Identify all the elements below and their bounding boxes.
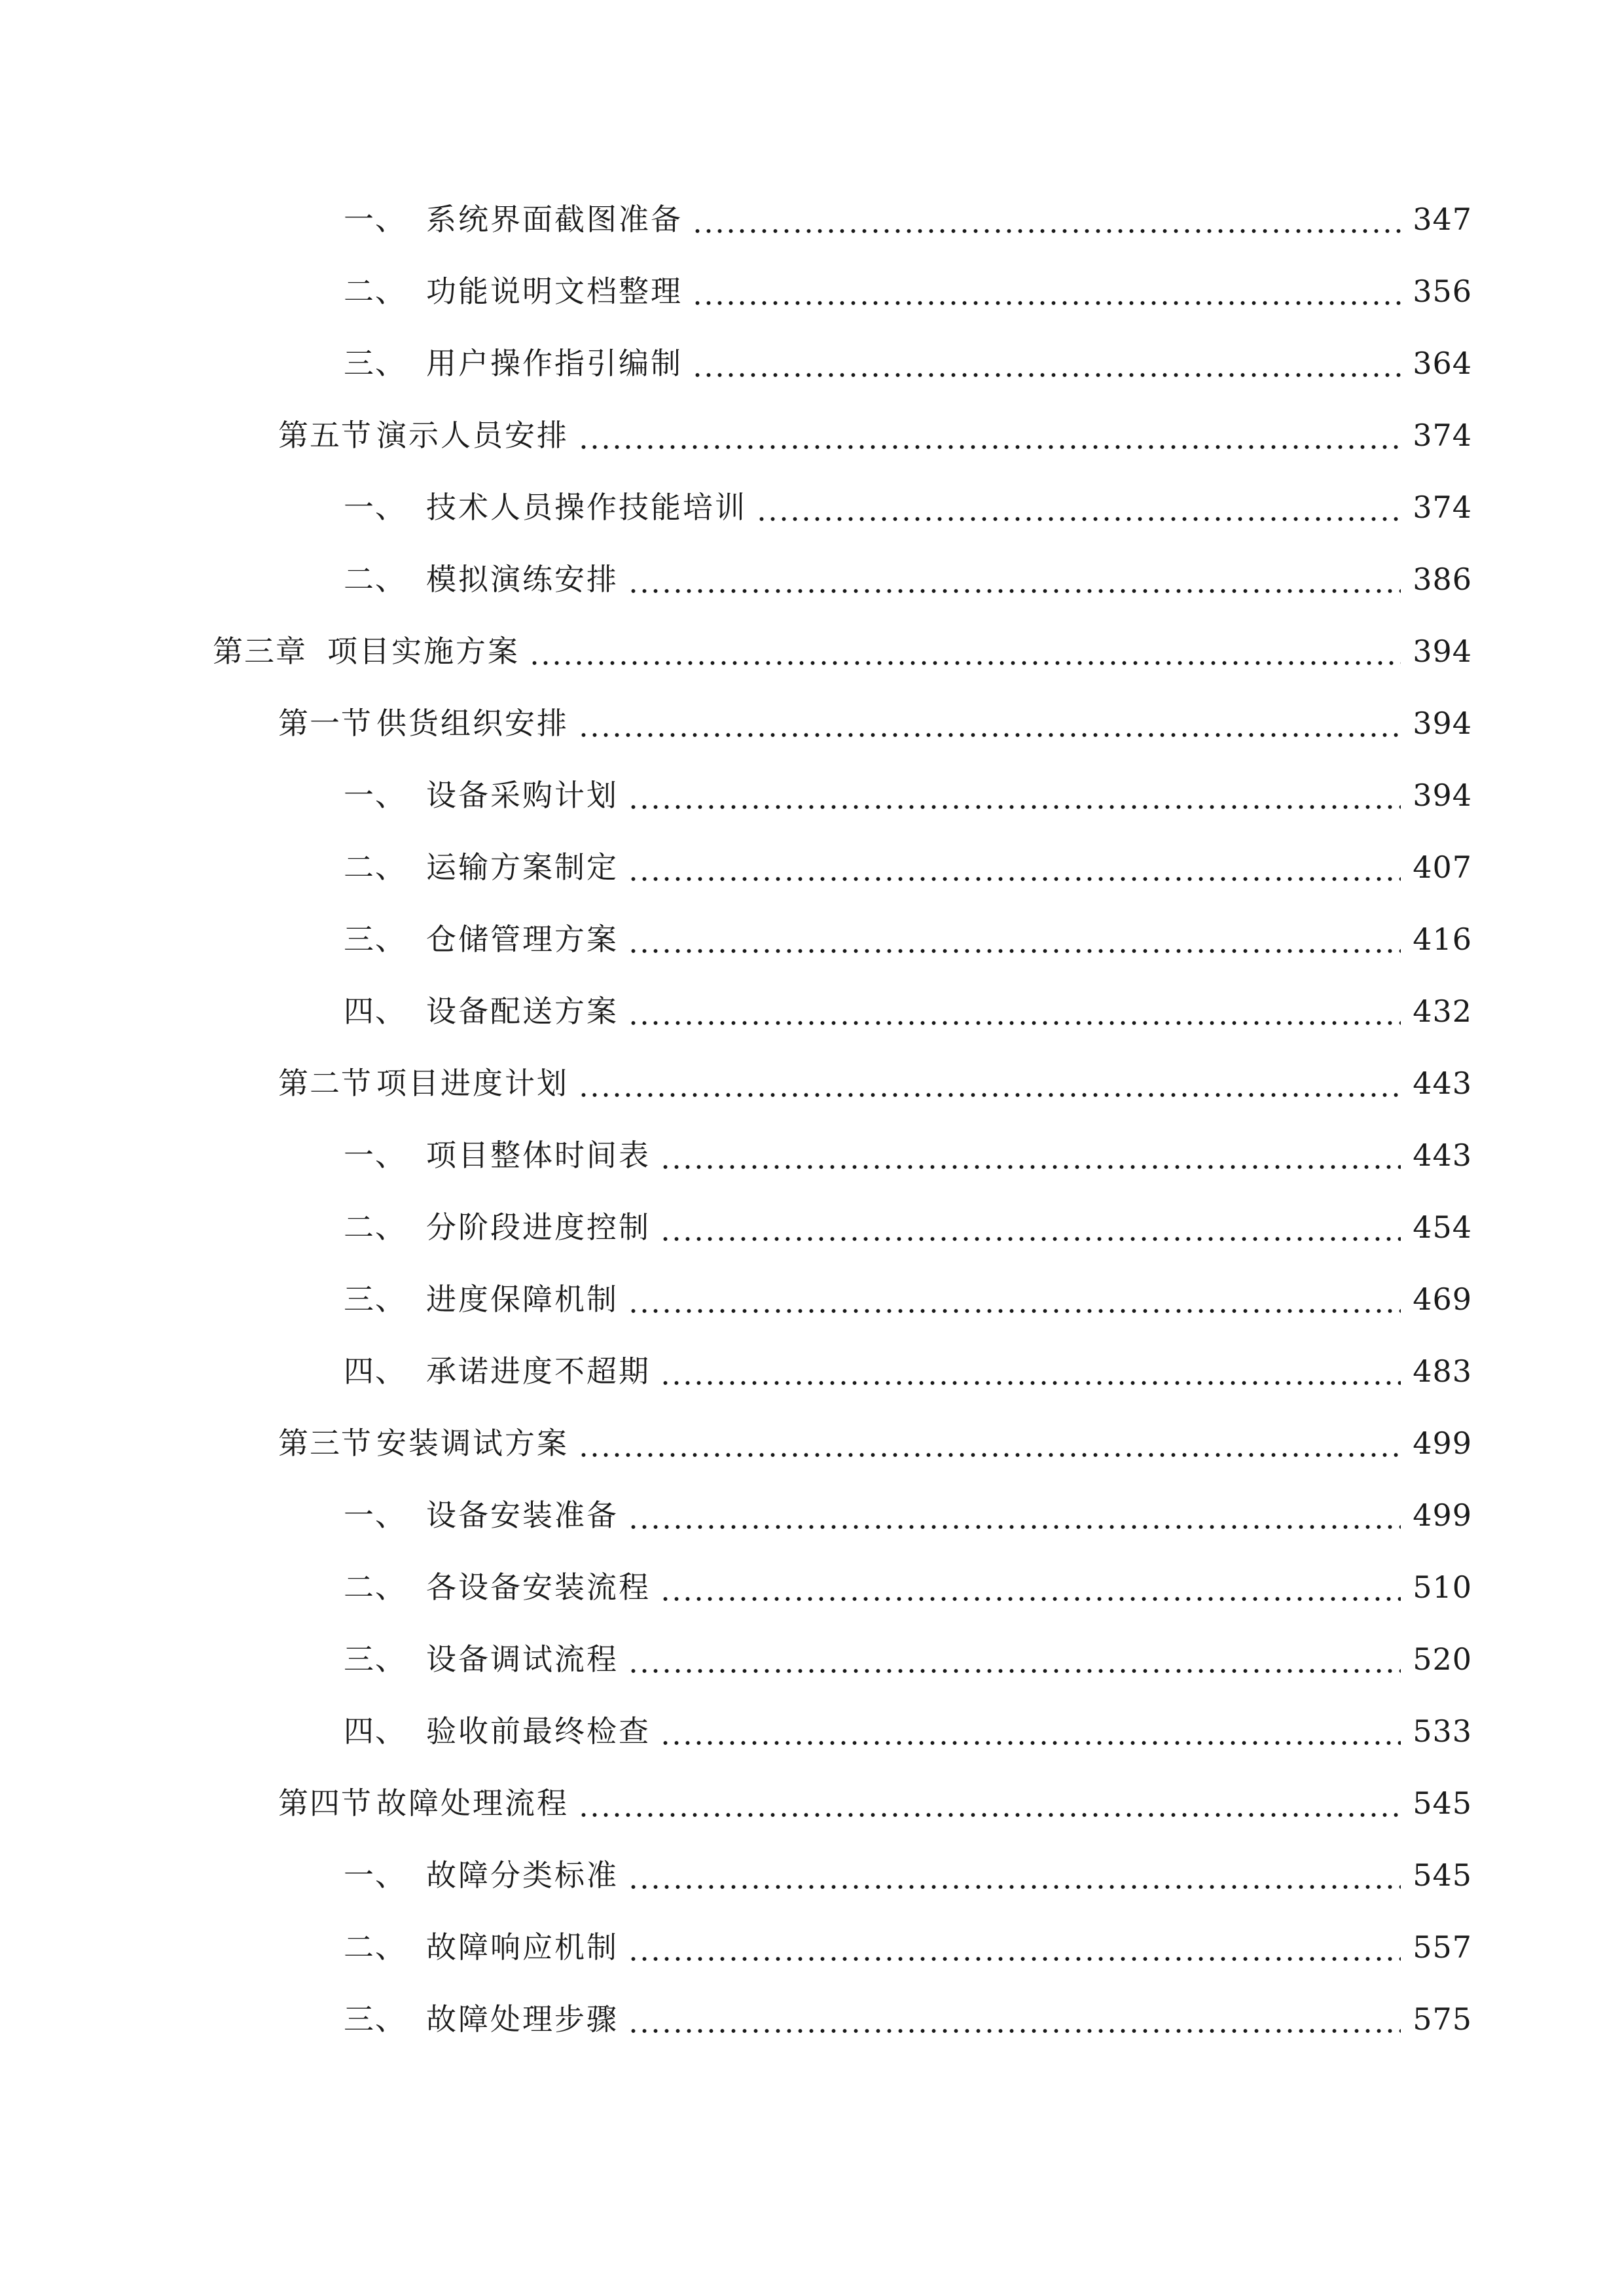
toc-entry[interactable] [278,1417,1472,1469]
toc-entry-number: 二、 [344,850,406,885]
toc-entry-number: 二、 [344,274,406,309]
toc-entry-title: 进度保障机制 [426,1282,619,1317]
toc-entry[interactable] [344,1489,1472,1541]
dot-leader [628,769,1401,821]
toc-entry-page: 374 [1413,490,1472,525]
toc-entry-title: 各设备安装流程 [426,1570,651,1605]
dot-leader [578,1417,1401,1469]
dot-leader [756,481,1401,533]
toc-entry-title: 项目进度计划 [376,1066,569,1101]
toc-entry-title: 系统界面截图准备 [426,202,683,237]
toc-entry-page: 364 [1413,346,1472,381]
toc-entry-page: 469 [1413,1282,1472,1317]
toc-entry-page: 575 [1413,2001,1472,2037]
toc-entry[interactable] [344,1129,1472,1181]
toc-entry-page: 533 [1413,1713,1472,1749]
toc-entry-title: 故障响应机制 [426,1929,619,1965]
toc-entry-title: 演示人员安排 [376,418,569,453]
dot-leader [692,193,1401,245]
toc-entry-page: 443 [1413,1066,1472,1101]
dot-leader [628,1489,1401,1541]
dot-leader [660,1201,1401,1253]
toc-entry-title: 技术人员操作技能培训 [426,490,747,525]
toc-entry-number: 二、 [344,562,406,597]
dot-leader [529,625,1401,677]
toc-entry-number: 第二节 [278,1066,372,1101]
toc-entry-number: 三、 [344,346,406,381]
toc-entry[interactable] [278,697,1472,749]
toc-entry[interactable] [344,769,1472,821]
toc-entry-title: 设备安装准备 [426,1498,619,1533]
toc-entry-page: 454 [1413,1210,1472,1245]
toc-entry[interactable] [278,1777,1472,1829]
toc-entry[interactable] [344,985,1472,1037]
toc-entry-page: 394 [1413,706,1472,741]
toc-entry-number: 第五节 [278,418,372,453]
toc-entry-title: 故障处理流程 [376,1785,569,1821]
toc-entry-page: 416 [1413,922,1472,957]
toc-entry-title: 分阶段进度控制 [426,1210,651,1245]
toc-entry-page: 347 [1413,202,1472,237]
toc-entry-page: 394 [1413,634,1472,669]
dot-leader [628,1921,1401,1973]
toc-entry-number: 第四节 [278,1785,372,1821]
toc-entry-page: 545 [1413,1785,1472,1821]
toc-entry-title: 用户操作指引编制 [426,346,683,381]
toc-entry-title: 仓储管理方案 [426,922,619,957]
dot-leader [578,697,1401,749]
toc-entry[interactable] [213,625,1472,677]
toc-entry-title: 模拟演练安排 [426,562,619,597]
toc-entry[interactable] [344,1705,1472,1757]
toc-entry-title: 运输方案制定 [426,850,619,885]
toc-entry-title: 供货组织安排 [376,706,569,741]
toc-entry-page: 374 [1413,418,1472,453]
toc-entry-title: 承诺进度不超期 [426,1354,651,1389]
dot-leader [578,1777,1401,1829]
toc-entry-number: 二、 [344,1929,406,1965]
toc-entry-title: 验收前最终检查 [426,1713,651,1749]
toc-entry-number: 二、 [344,1210,406,1245]
dot-leader [628,553,1401,605]
dot-leader [628,985,1401,1037]
dot-leader [628,1993,1401,2045]
toc-entry-page: 510 [1413,1570,1472,1605]
dot-leader [692,265,1401,317]
toc-entry-title: 设备采购计划 [426,778,619,813]
toc-entry-title: 安装调试方案 [376,1426,569,1461]
toc-entry[interactable] [344,1561,1472,1613]
toc-entry[interactable] [344,1993,1472,2045]
dot-leader [578,1057,1401,1109]
toc-entry-page: 386 [1413,562,1472,597]
toc-entry[interactable] [344,265,1472,317]
toc-entry-number: 三、 [344,2001,406,2037]
toc-entry-number: 一、 [344,1498,406,1533]
toc-entry-page: 557 [1413,1929,1472,1965]
toc-entry-number: 一、 [344,202,406,237]
toc-entry[interactable] [344,1273,1472,1325]
toc-entry-page: 407 [1413,850,1472,885]
toc-entry[interactable] [344,481,1472,533]
toc-entry-number: 四、 [344,1354,406,1389]
toc-entry[interactable] [344,1849,1472,1901]
toc-entry-number: 第三章 [213,634,307,669]
toc-entry-page: 394 [1413,778,1472,813]
dot-leader [578,409,1401,461]
toc-entry-number: 三、 [344,1641,406,1677]
toc-entry-number: 四、 [344,994,406,1029]
toc-entry[interactable] [344,553,1472,605]
toc-entry-title: 设备配送方案 [426,994,619,1029]
toc-entry-number: 三、 [344,922,406,957]
toc-entry-number: 一、 [344,490,406,525]
dot-leader [628,1633,1401,1685]
dot-leader [660,1345,1401,1397]
dot-leader [628,1849,1401,1901]
toc-entry-page: 483 [1413,1354,1472,1389]
toc-entry-title: 故障分类标准 [426,1857,619,1893]
toc-entry-page: 520 [1413,1641,1472,1677]
dot-leader [692,337,1401,389]
toc-entry[interactable] [344,337,1472,389]
dot-leader [660,1561,1401,1613]
toc-entry[interactable] [344,1201,1472,1253]
toc-entry-title: 项目实施方案 [327,634,520,669]
toc-entry[interactable] [344,841,1472,893]
toc-entry[interactable] [278,1057,1472,1109]
toc-entry[interactable] [344,1633,1472,1685]
toc-entry-page: 443 [1413,1138,1472,1173]
toc-entry-title: 故障处理步骤 [426,2001,619,2037]
toc-entry-page: 499 [1413,1426,1472,1461]
toc-entry[interactable] [344,1921,1472,1973]
toc-entry-number: 一、 [344,778,406,813]
dot-leader [628,913,1401,965]
toc-entry-title: 功能说明文档整理 [426,274,683,309]
toc-entry-number: 三、 [344,1282,406,1317]
toc-entry-page: 499 [1413,1498,1472,1533]
dot-leader [660,1705,1401,1757]
toc-entry-page: 432 [1413,994,1472,1029]
toc-entry-number: 第三节 [278,1426,372,1461]
toc-entry-number: 第一节 [278,706,372,741]
toc-entry-title: 项目整体时间表 [426,1138,651,1173]
toc-entry-title: 设备调试流程 [426,1641,619,1677]
toc-entry[interactable] [344,1345,1472,1397]
dot-leader [628,1273,1401,1325]
dot-leader [628,841,1401,893]
toc-entry-number: 二、 [344,1570,406,1605]
toc-entry-number: 一、 [344,1138,406,1173]
toc-entry[interactable] [278,409,1472,461]
toc-entry-number: 四、 [344,1713,406,1749]
dot-leader [660,1129,1401,1181]
toc-entry-number: 一、 [344,1857,406,1893]
toc-entry-page: 356 [1413,274,1472,309]
toc-entry[interactable] [344,193,1472,245]
toc-entry[interactable] [344,913,1472,965]
toc-entry-page: 545 [1413,1857,1472,1893]
